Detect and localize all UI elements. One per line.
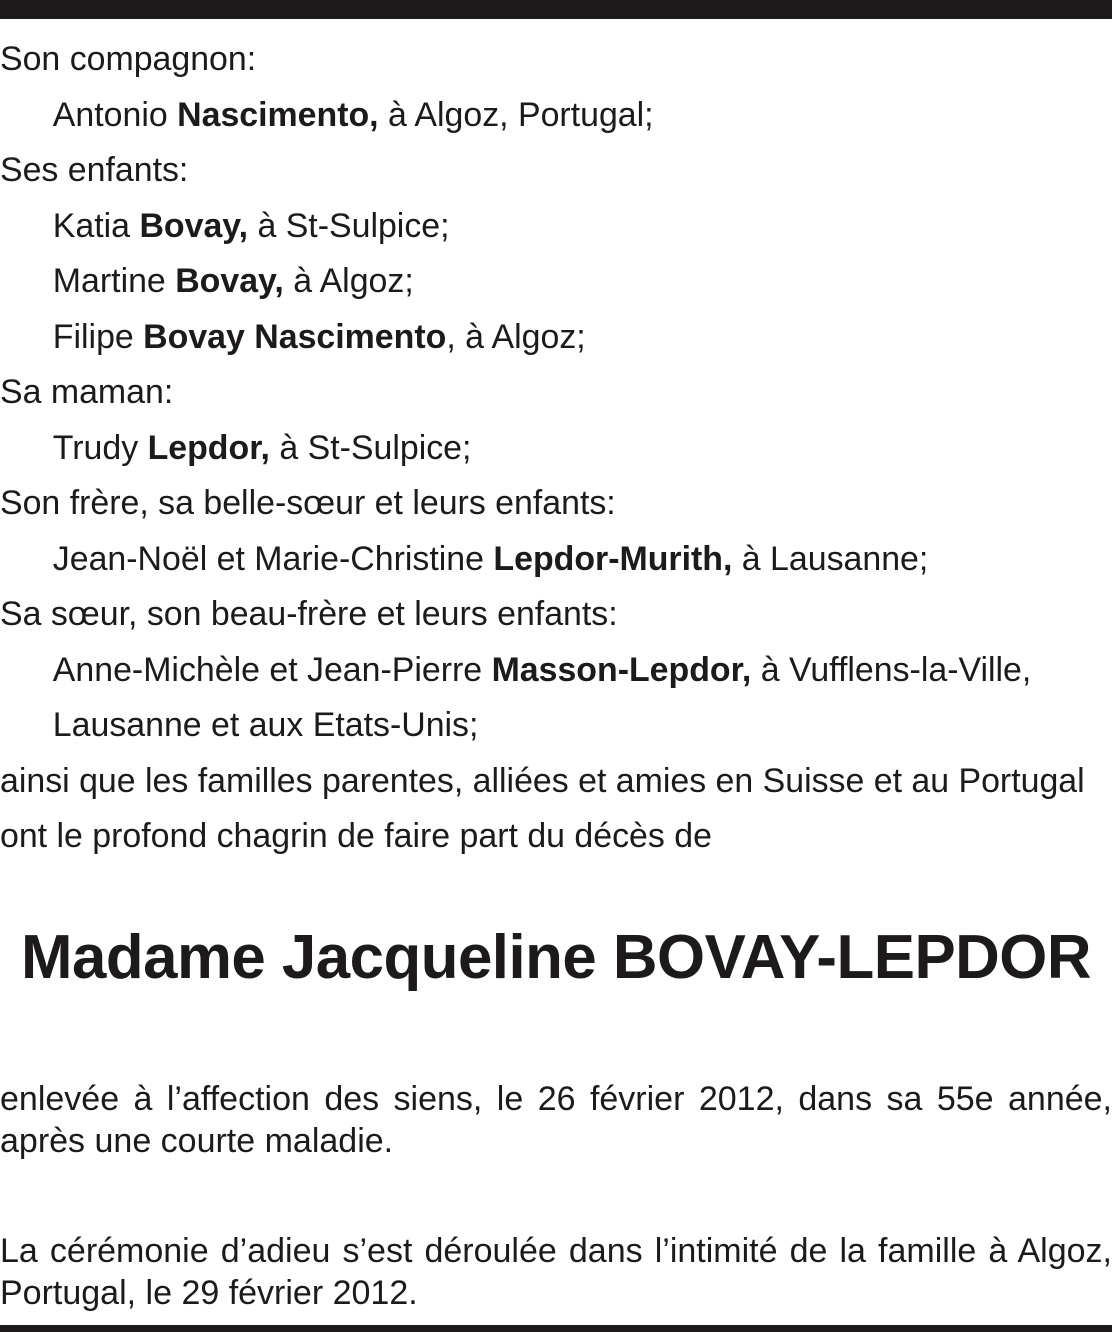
companion-first-name: Antonio xyxy=(52,95,168,134)
child-surname: Bovay Nascimento xyxy=(143,317,447,356)
ceremony-notice: La cérémonie d’adieu s’est déroulée dans l’intimité de la famille à Algoz, Portugal, le 29 février 2012. xyxy=(0,1232,1112,1312)
top-rule xyxy=(0,0,1112,19)
child-place: à Algoz; xyxy=(293,262,414,300)
child-first-name: Filipe xyxy=(52,317,134,356)
sister-entry xyxy=(0,643,1108,699)
extended-family-line: ainsi que les familles parentes, alliées et amies en Suisse et au Portugal xyxy=(0,761,1085,800)
brother-first-names: Jean-Noël et Marie-Christine xyxy=(52,539,484,578)
child-surname: Bovay, xyxy=(175,262,284,300)
child-entry xyxy=(0,254,1108,310)
companion-heading: Son compagnon: xyxy=(0,40,257,78)
death-notice: enlevée à l’affection des siens, le 26 février 2012, dans sa 55e année, après une courte maladie. xyxy=(0,1080,1112,1160)
sister-first-names: Anne-Michèle et Jean-Pierre xyxy=(52,650,483,689)
brother-entry xyxy=(0,532,1108,588)
children-heading: Ses enfants: xyxy=(0,151,189,189)
mother-entry xyxy=(0,421,1108,477)
brother-surname: Lepdor-Murith, xyxy=(493,539,733,578)
child-place: à St-Sulpice; xyxy=(257,206,450,245)
bottom-rule xyxy=(0,1325,1112,1332)
deceased-name: Madame Jacqueline BOVAY-LEPDOR xyxy=(21,923,1091,992)
brother-heading: Son frère, sa belle-sœur et leurs enfants: xyxy=(0,484,616,522)
child-surname: Bovay, xyxy=(139,206,249,245)
mother-place: à St-Sulpice; xyxy=(279,428,472,467)
sister-place: à Vufflens-la-Ville, xyxy=(760,650,1032,689)
child-entry xyxy=(0,310,1108,366)
announcement-line: ont le profond chagrin de faire part du décès de xyxy=(0,817,712,855)
companion-surname: Nascimento, xyxy=(177,95,379,134)
family-list xyxy=(0,32,1112,865)
mother-surname: Lepdor, xyxy=(147,428,270,467)
child-place: , à Algoz; xyxy=(446,317,586,356)
companion-entry xyxy=(0,88,1108,144)
sister-heading: Sa sœur, son beau-frère et leurs enfants: xyxy=(0,595,618,633)
mother-heading: Sa maman: xyxy=(0,373,174,411)
child-first-name: Katia xyxy=(52,206,131,245)
sister-place-continued: Lausanne et aux Etats-Unis; xyxy=(52,706,479,744)
companion-place: à Algoz, Portugal; xyxy=(388,95,654,134)
brother-place: à Lausanne; xyxy=(741,539,929,578)
mother-first-name: Trudy xyxy=(52,428,139,467)
sister-surname: Masson-Lepdor, xyxy=(491,650,752,689)
child-entry xyxy=(0,199,1108,255)
child-first-name: Martine xyxy=(52,262,166,300)
